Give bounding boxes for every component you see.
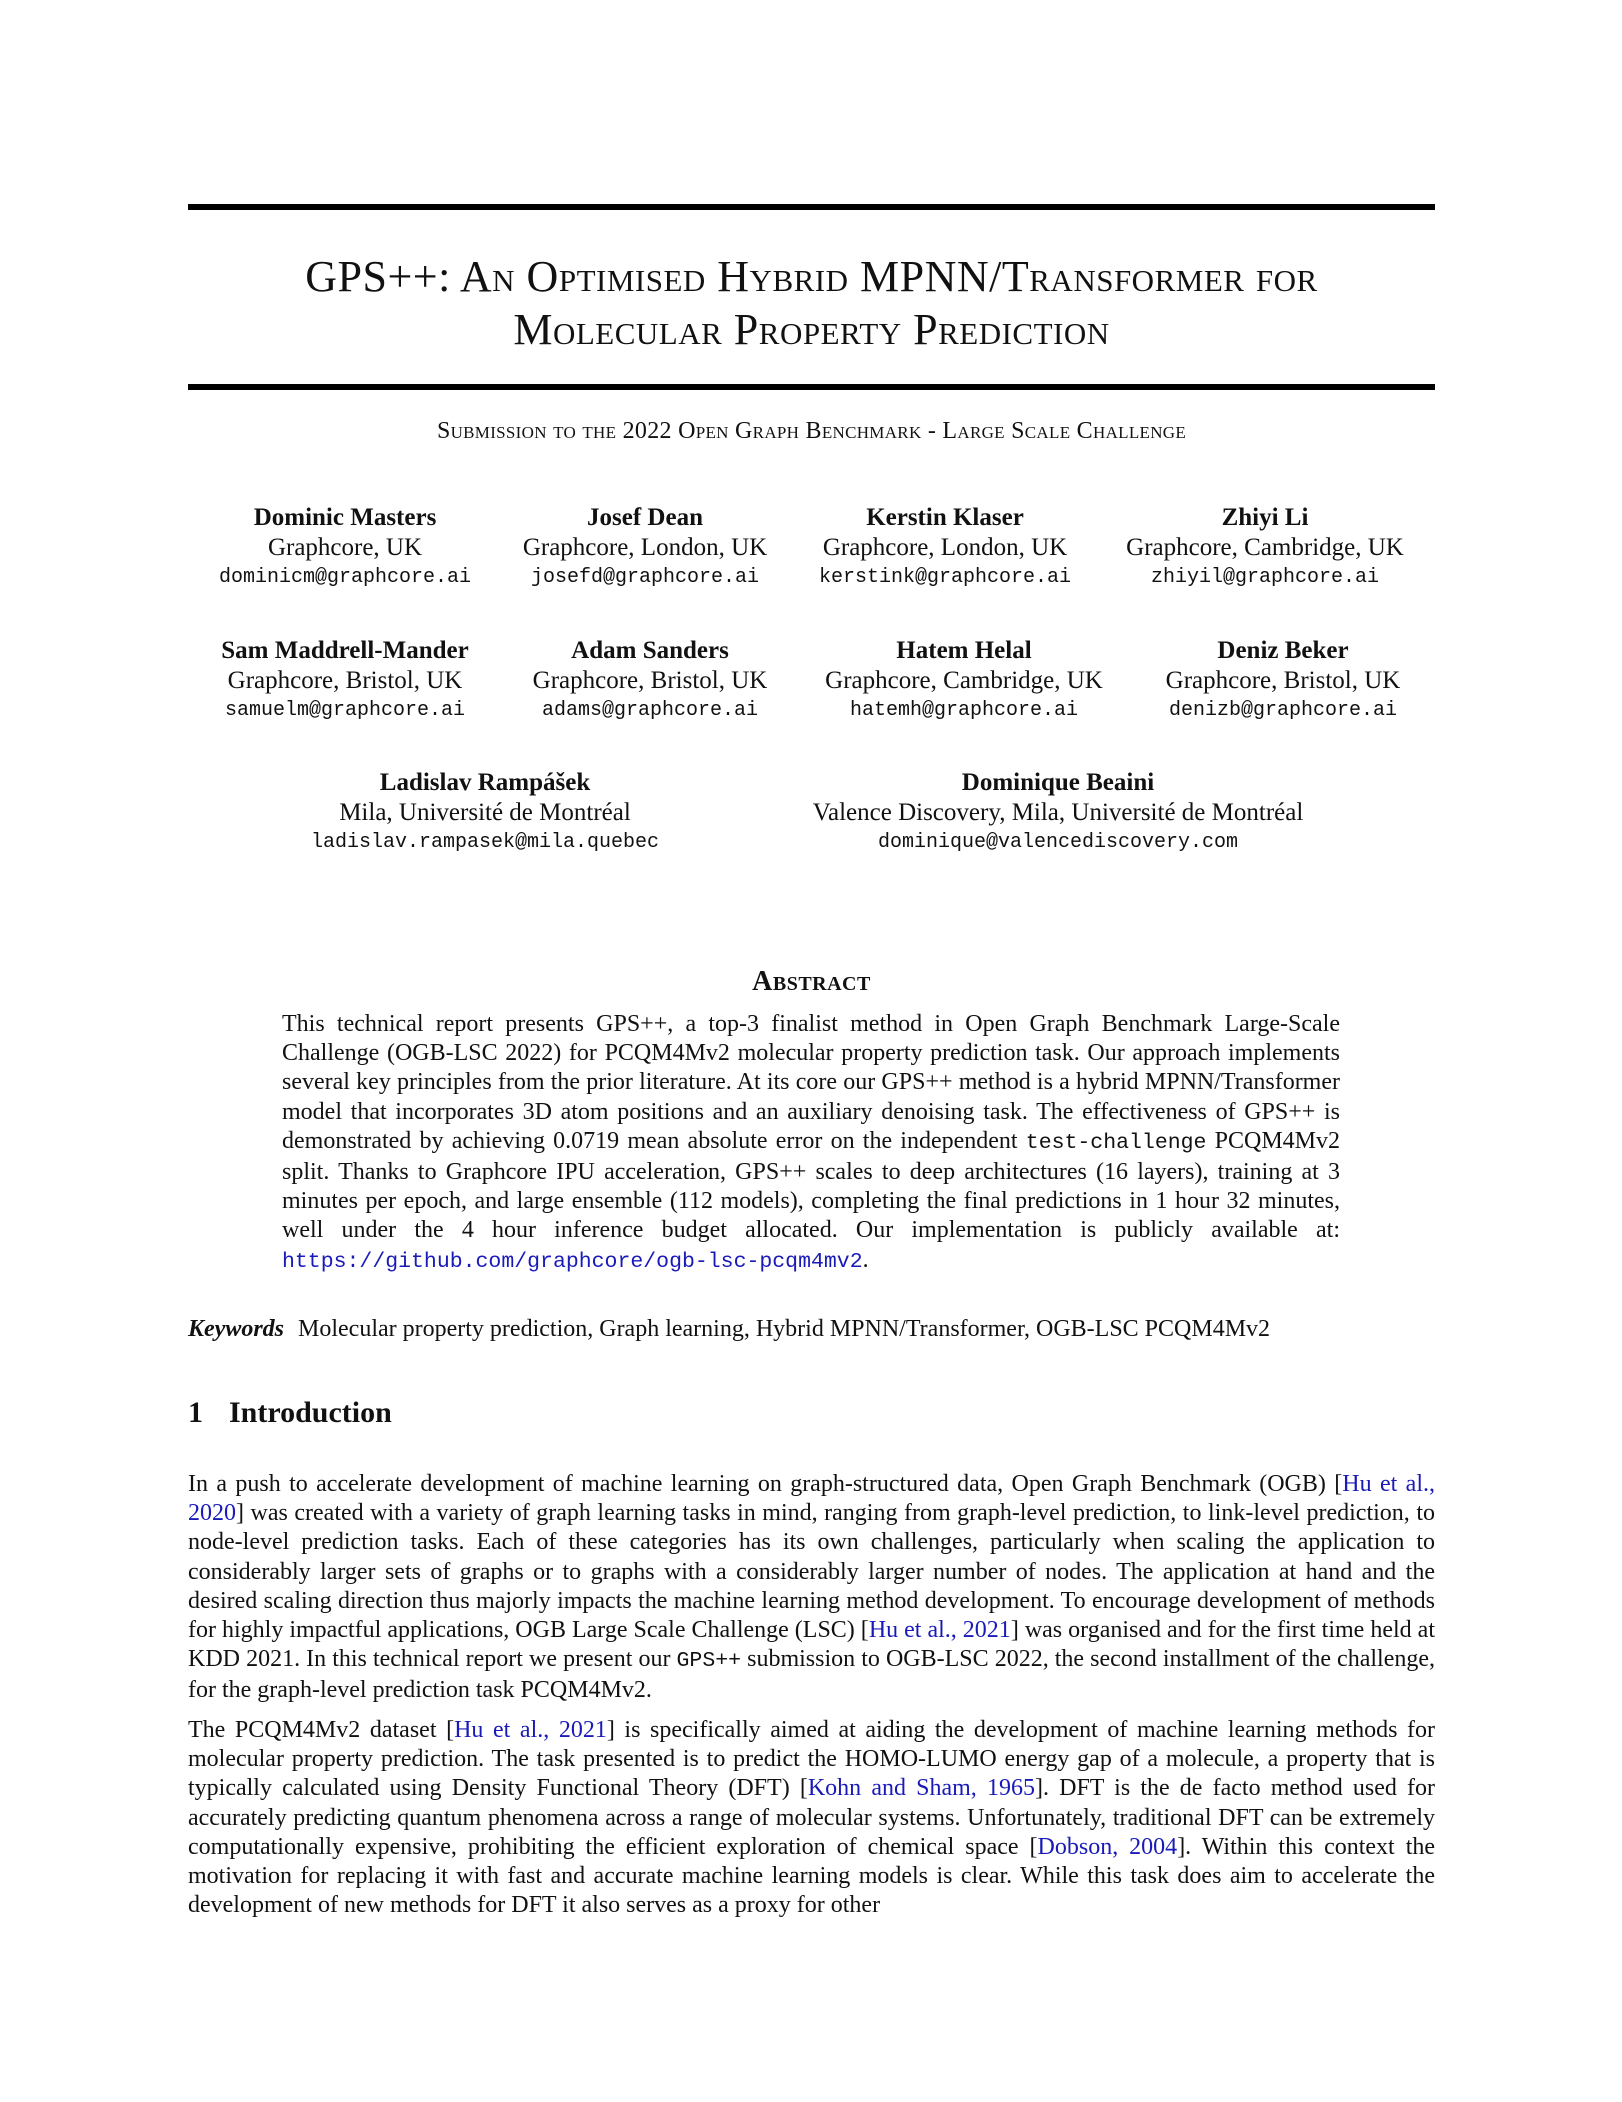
title-line-2: Molecular Property Prediction <box>513 305 1110 354</box>
citation-link[interactable]: Dobson, 2004 <box>1037 1833 1178 1860</box>
author-affiliation: Graphcore, Cambridge, UK <box>1126 534 1404 561</box>
paragraph-text: ] is specifically aimed at aiding the development of machine learning methods for molecular property prediction. The task presented is to predict the HOMO-LUMO energy gap of a molecule, a property that is typically calculated using Density Functional Theory (DFT) [ <box>188 1717 1435 1802</box>
citation-link[interactable]: Kohn and Sham, 1965 <box>807 1775 1035 1802</box>
paragraph-text: submission to OGB-LSC 2022, the second installment of the challenge, for the graph-level prediction task PCQM4Mv2. <box>188 1646 1435 1704</box>
author-name: Hatem Helal <box>896 637 1032 664</box>
author-block <box>200 503 490 593</box>
author-email[interactable]: adams@graphcore.ai <box>541 699 759 722</box>
author-block <box>200 636 490 726</box>
abstract-heading: Abstract <box>752 966 871 997</box>
author-block <box>1100 503 1430 593</box>
keywords-label: Keywords <box>188 1316 284 1342</box>
author-email[interactable]: ladislav.rampasek@mila.quebec <box>310 831 660 854</box>
author-email[interactable]: zhiyil@graphcore.ai <box>1150 566 1380 589</box>
citation-link[interactable]: Hu et al., 2021 <box>868 1617 1011 1644</box>
author-affiliation: Graphcore, Bristol, UK <box>227 667 463 694</box>
keywords <box>188 1314 1435 1344</box>
author-email[interactable]: dominique@valencediscovery.com <box>877 831 1239 854</box>
author-affiliation: Graphcore, Cambridge, UK <box>825 667 1103 694</box>
author-affiliation: Valence Discovery, Mila, Université de Montréal <box>812 799 1304 826</box>
author-name: Dominic Masters <box>253 504 437 531</box>
paper-subtitle: Submission to the 2022 Open Graph Benchmark - Large Scale Challenge <box>436 418 1187 444</box>
author-name: Josef Dean <box>587 504 703 531</box>
bottom-rule <box>188 384 1435 390</box>
top-rule <box>188 204 1435 210</box>
author-email[interactable]: josefd@graphcore.ai <box>530 566 760 589</box>
paragraph-text: ]. DFT is the de facto method used for accurately predicting quantum phenomena across a range of molecular systems. Unfortunately, traditional DFT can be extremely computationally expensive, prohibiting the efficient exploration of chemical space [ <box>188 1775 1436 1860</box>
author-block <box>800 503 1090 593</box>
author-name: Ladislav Rampášek <box>379 769 591 796</box>
author-email[interactable]: denizb@graphcore.ai <box>1168 699 1398 722</box>
author-name: Sam Maddrell-Mander <box>221 637 469 664</box>
citation-link[interactable]: Hu et al., 2021 <box>454 1717 607 1743</box>
paragraph-text: ]. Within this context the motivation for replacing it with fast and accurate machine learning models is clear. While this task does aim to accelerate the development of new methods for DFT it also serves as a proxy for other <box>188 1833 1436 1919</box>
inline-code: GPS++ <box>676 1649 742 1674</box>
abstract-code: test-challenge <box>1025 1130 1207 1155</box>
author-block <box>805 636 1123 726</box>
author-name: Adam Sanders <box>571 637 729 664</box>
intro-paragraph-1 <box>188 1470 1435 1706</box>
author-email[interactable]: hatemh@graphcore.ai <box>849 699 1079 722</box>
section-title: Introduction <box>229 1396 392 1429</box>
author-block <box>778 768 1338 858</box>
intro-paragraph-2 <box>188 1716 1435 1920</box>
abstract-body <box>282 1010 1340 1277</box>
paragraph-text: ] was organised and for the first time held at KDD 2021. In this technical report we present our <box>188 1617 1435 1673</box>
author-block <box>1138 636 1428 726</box>
paragraph-text: The PCQM4Mv2 dataset [ <box>188 1717 455 1743</box>
abstract-text: PCQM4Mv2 split. Thanks to Graphcore IPU acceleration, GPS++ scales to deep architectures (16 layers), training at 3 minutes per epoch, and large ensemble (112 models), completing the final predictions in 1 hour 32 minutes, well under the 4 hour inference budget allocated. Our implementation is publicly available at: <box>282 1127 1341 1244</box>
abstract-end: . <box>862 1246 869 1273</box>
title-line-1: GPS++: An Optimised Hybrid MPNN/Transformer for <box>305 252 1318 301</box>
author-name: Kerstin Klaser <box>866 504 1024 531</box>
author-affiliation: Graphcore, Bristol, UK <box>1165 667 1401 694</box>
author-name: Zhiyi Li <box>1221 504 1309 531</box>
keywords-text: Molecular property prediction, Graph learning, Hybrid MPNN/Transformer, OGB-LSC PCQM4Mv2 <box>298 1316 1271 1342</box>
author-block <box>500 503 790 593</box>
author-affiliation: Graphcore, London, UK <box>822 534 1068 561</box>
paper-title <box>188 250 1435 356</box>
author-affiliation: Graphcore, London, UK <box>522 534 768 561</box>
author-email[interactable]: samuelm@graphcore.ai <box>224 699 466 722</box>
author-affiliation: Graphcore, Bristol, UK <box>532 667 768 694</box>
author-name: Deniz Beker <box>1217 637 1349 664</box>
author-email[interactable]: kerstink@graphcore.ai <box>818 566 1072 589</box>
citation-link[interactable]: Hu et al., 2020 <box>188 1471 1435 1527</box>
paragraph-text: ] was created with a variety of graph learning tasks in mind, ranging from graph-level prediction, to link-level prediction, to node-level prediction tasks. Each of these categories has its own challenges, particularly when scaling the application to considerably larger sets of graphs or to graphs with a considerably larger number of nodes. The application at hand and the desired scaling direction thus majorly impacts the machine learning method development. To encourage development of methods for highly impactful applications, OGB Large Scale Challenge (LSC) [ <box>188 1500 1435 1644</box>
repo-link[interactable]: https://github.com/graphcore/ogb-lsc-pcqm4mv2 <box>282 1249 863 1274</box>
author-email[interactable]: dominicm@graphcore.ai <box>218 566 472 589</box>
author-affiliation: Graphcore, UK <box>267 534 423 561</box>
paragraph-text: In a push to accelerate development of machine learning on graph-structured data, Open Graph Benchmark (OGB) [ <box>188 1471 1343 1497</box>
author-block <box>295 768 675 858</box>
section-number: 1 <box>188 1396 203 1429</box>
abstract-text: This technical report presents GPS++, a top-3 finalist method in Open Graph Benchmark Large-Scale Challenge (OGB-LSC 2022) for PCQM4Mv2 molecular property prediction task. Our approach implements several key principles from the prior literature. At its core our GPS++ method is a hybrid MPNN/Transformer model that incorporates 3D atom positions and an auxiliary denoising task. The effectiveness of GPS++ is demonstrated by achieving 0.0719 mean absolute error on the independent <box>282 1011 1340 1154</box>
section-heading <box>188 1396 392 1430</box>
author-block <box>505 636 795 726</box>
author-affiliation: Mila, Université de Montréal <box>339 799 631 826</box>
author-name: Dominique Beaini <box>961 769 1155 796</box>
